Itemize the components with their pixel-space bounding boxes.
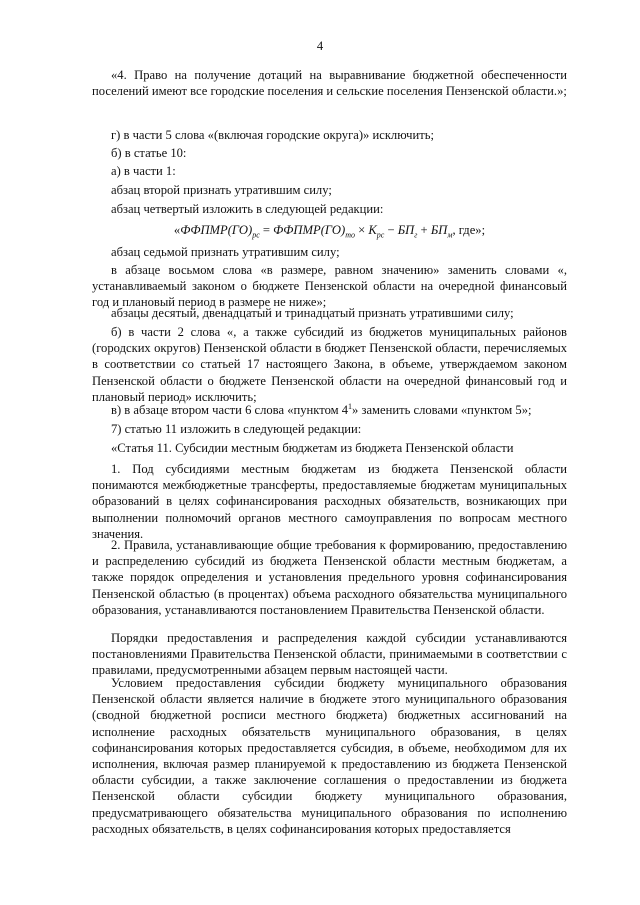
paragraph-part-5-exclude: г) в части 5 слова «(включая городские округа)» исключить;: [111, 128, 434, 142]
paragraph-part-1: а) в части 1:: [111, 164, 176, 178]
paragraph-eighth-replace: в абзаце восьмом слова «в размере, равном значению» заменить словами «, устанавливаемый законом о бюджете Пензенской области на очередной финансовый год и плановый период в размере не ниже»;: [92, 263, 567, 310]
paragraph-article-11-part-1: 1. Под субсидиями местным бюджетам из бюджета Пензенской области понимаются межбюджетные трансферты, предоставляемые бюджетам муниципальных образований в целях софинансирования расходных обязательств, возникающих при выполнении полномочий органов местного самоуправления по вопросам местного значения.: [92, 462, 567, 541]
paragraph-article-11-part-2: 2. Правила, устанавливающие общие требования к формированию, предоставлению и распределению субсидий из бюджета Пензенской области местным бюджетам, а также порядок определения и установления предельного уровня софинансирования Пензенской областью (в процентах) объема расходного обязательства муниципального образования, устанавливаются постановлением Правительства Пензенской области.: [92, 538, 567, 617]
paragraph-part-2-exclude: б) в части 2 слова «, а также субсидий из бюджетов муниципальных районов (городских округов) Пензенской области в бюджет Пензенской области, перечисляемых в соответствии со статьей 17 настоящего Закона, в объеме, утверждаемом законом Пензенской области о бюджете Пензенской области на очередной финансовый год и плановый период» исключить;: [92, 325, 567, 404]
paragraph-article-4-text: «4. Право на получение дотаций на выравнивание бюджетной обеспеченности поселений имеют все городские поселения и сельские поселения Пензенской области.»;: [92, 68, 567, 99]
paragraph-subsidy-conditions: Условием предоставления субсидии бюджету муниципального образования Пензенской области является наличие в бюджете этого муниципального образования (сводной бюджетной росписи местного бюджета) бюджетных ассигнований на исполнение расходных обязательств муниципального образования, в целях софинансирования которых предоставляется субсидия, в объеме, необходимом для их исполнения, включая размер планируемой к предоставлению из бюджета Пензенской области субсидии, а также заключение соглашения о предоставлении из бюджета Пензенской области субсидии бюджету муниципального образования, предусматривающего обязательства муниципального образования по исполнению расходных обязательств, в целях софинансирования которых предоставляется: [92, 676, 567, 836]
paragraph-tenth-repeal: абзацы десятый, двенадцатый и тринадцатый признать утратившими силу;: [111, 306, 514, 320]
paragraph-article-11-intro: 7) статью 11 изложить в следующей редакции:: [111, 422, 362, 436]
paragraph-seventh-repeal: абзац седьмой признать утратившим силу;: [111, 245, 340, 259]
article-11-heading: «Статья 11. Субсидии местным бюджетам из бюджета Пензенской области: [111, 441, 514, 455]
page-number: 4: [316, 39, 324, 53]
paragraph-fourth-new-wording: абзац четвертый изложить в следующей редакции:: [111, 202, 384, 216]
paragraph-part-6-replace: в) в абзаце втором части 6 слова «пунктом $4^1$» заменить словами «пунктом 5»;: [111, 401, 532, 417]
paragraph-article-10: б) в статье 10:: [111, 146, 187, 160]
paragraph-subsidy-procedures: Порядки предоставления и распределения каждой субсидии устанавливаются постановлениями Правительства Пензенской области, принимаемыми в соответствии с правилами, предусмотренными абзацем первым настоящей части.: [92, 631, 567, 678]
paragraph-second-repeal: абзац второй признать утратившим силу;: [111, 183, 332, 197]
equalization-formula: «$ФФПМР(ГО)_{рс}$ = $ФФПМР(ГО)_{то} \times K_{рс} - БП_г + БП_м$, где»;: [173, 223, 486, 240]
